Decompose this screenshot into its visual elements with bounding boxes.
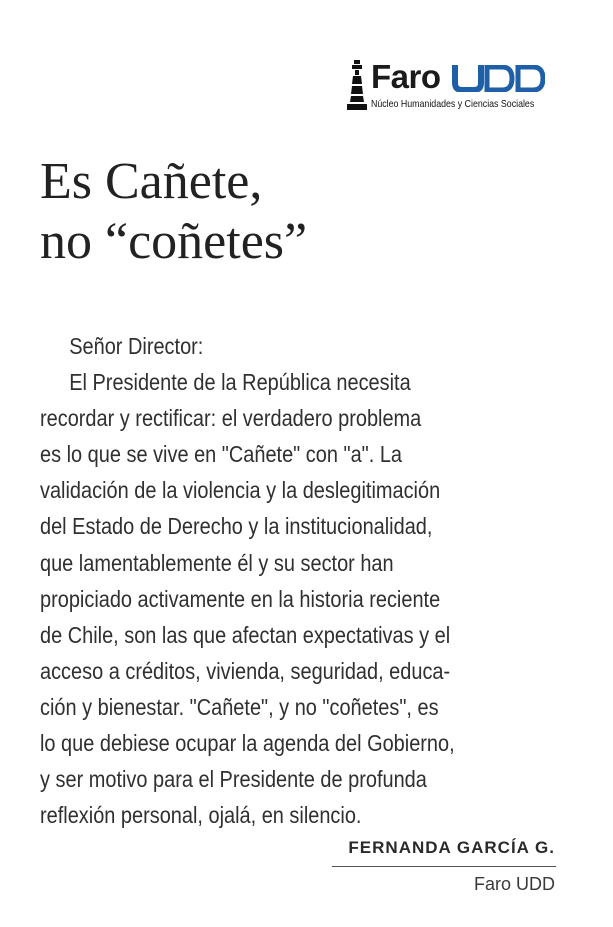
logo-subtitle: Núcleo Humanidades y Ciencias Sociales — [371, 98, 535, 110]
headline-line: Es Cañete, — [40, 153, 263, 210]
body-line: lo que debiese ocupar la agenda del Gobierno, — [40, 730, 455, 757]
body-line: que lamentablemente él y su sector han — [40, 549, 394, 576]
udd-logo-mark — [452, 65, 545, 92]
salutation: Señor Director: — [69, 333, 204, 359]
headline — [40, 152, 307, 272]
body-line: y ser motivo para el Presidente de profunda — [40, 766, 427, 793]
body-line: de Chile, son las que afectan expectativas y el — [40, 621, 451, 648]
signature-divider — [332, 866, 556, 867]
body-line: El Presidente de la República necesita — [69, 369, 411, 396]
author-signature: FERNANDA GARCÍA G. — [348, 838, 555, 857]
faro-udd-logo — [347, 58, 547, 114]
body-line: validación de la violencia y la deslegitimación — [40, 477, 441, 504]
body-line: recordar y rectificar: el verdadero problema — [40, 405, 422, 432]
body-line: del Estado de Derecho y la institucionalidad, — [40, 513, 433, 540]
lighthouse-icon — [347, 60, 367, 110]
headline-line: no “coñetes” — [40, 213, 308, 270]
body-line: acceso a créditos, vivienda, seguridad, educa- — [40, 657, 451, 684]
body-line: propiciado activamente en la historia reciente — [40, 585, 441, 612]
body-line: es lo que se vive en "Cañete" con "a". La — [40, 441, 403, 468]
body-line: ción y bienestar. "Cañete", y no "coñetes", es — [40, 693, 439, 720]
logo-faro-text: Faro — [371, 58, 441, 95]
body-line: reflexión personal, ojalá, en silencio. — [40, 802, 362, 829]
letter-body — [40, 328, 600, 833]
author-affiliation: Faro UDD — [473, 874, 555, 894]
